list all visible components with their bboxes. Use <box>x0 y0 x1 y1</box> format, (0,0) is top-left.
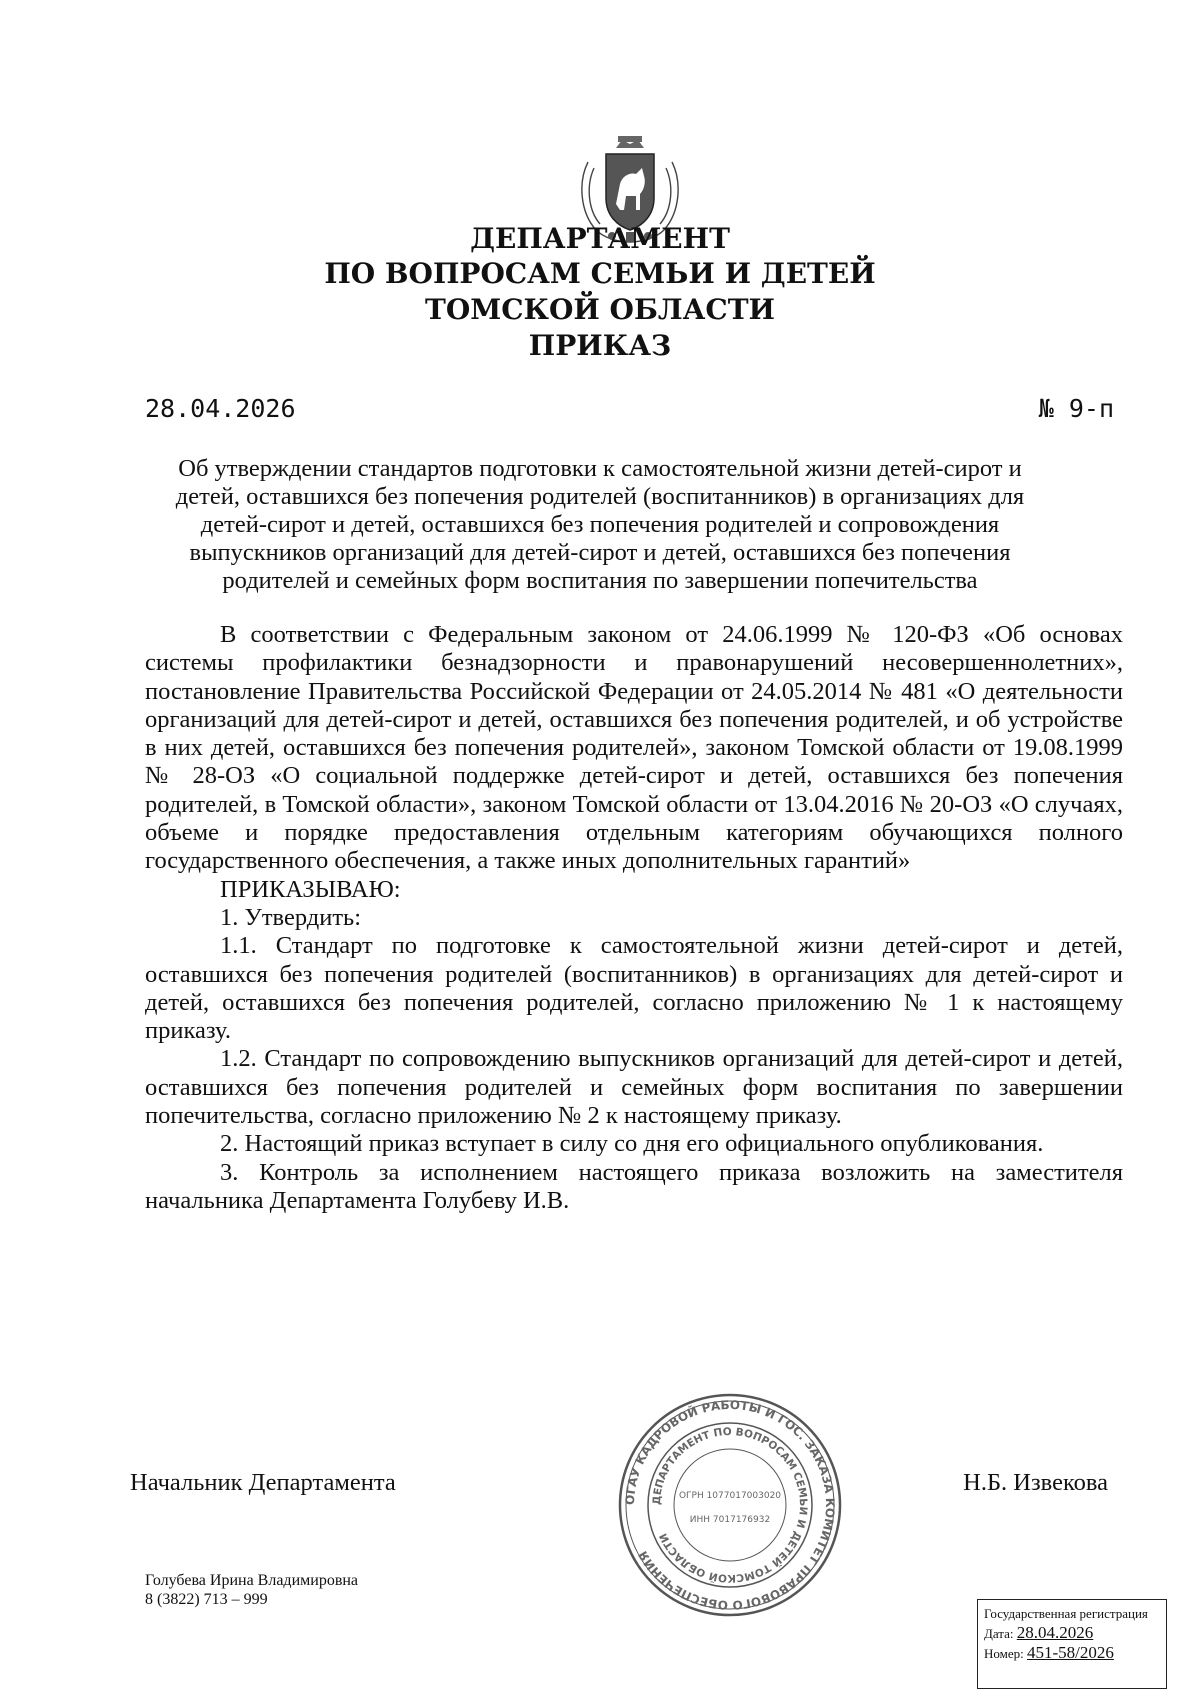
title-line: Об утверждении стандартов подготовки к самостоятельной жизни детей-сирот и <box>178 455 1022 482</box>
order-title <box>140 455 1060 595</box>
department-name-line2: ПО ВОПРОСАМ СЕМЬИ И ДЕТЕЙ <box>324 257 876 290</box>
item-2: 2. Настоящий приказ вступает в силу со дня его официального опубликования. <box>220 1130 1044 1158</box>
order-word: ПРИКАЗЫВАЮ: <box>220 875 401 903</box>
registration-number-label: Номер: <box>984 1646 1024 1661</box>
signatory-position: Начальник Департамента <box>130 1469 396 1496</box>
order-body <box>145 621 1123 1215</box>
item-1-2: 1.2. Стандарт по сопровождению выпускников организаций для детей-сирот и детей, оставшихся без попечения родителей и семейных форм воспитания по завершении попечительства, согласно приложению № 2 к настоящему приказу. <box>145 1045 1123 1130</box>
registration-date: 28.04.2026 <box>1016 1623 1094 1642</box>
order-date: 28.04.2026 <box>145 394 296 423</box>
item-1-1: 1.1. Стандарт по подготовке к самостоятельной жизни детей-сирот и детей, оставшихся без попечения родителей (воспитанников) в организациях для детей-сирот и детей, оставшихся без попечения родителей, согласно приложению № 1 к настоящему приказу. <box>145 932 1123 1045</box>
official-seal-icon <box>615 1390 845 1620</box>
registration-date-label: Дата: <box>984 1626 1014 1641</box>
department-name-line3: ТОМСКОЙ ОБЛАСТИ <box>424 293 776 326</box>
title-line: детей, оставшихся без попечения родителей (воспитанников) в организациях для <box>175 483 1025 510</box>
registration-box <box>977 1599 1167 1689</box>
seal-inn: ИНН 7017176932 <box>689 1515 771 1525</box>
order-number: № 9-п <box>1038 394 1114 423</box>
item-1: 1. Утвердить: <box>220 903 362 931</box>
seal-inner-text: ДЕПАРТАМЕНТ ПО ВОПРОСАМ СЕМЬИ И ДЕТЕЙ ТОМСКОЙ ОБЛАСТИ <box>650 1425 810 1585</box>
contact-block <box>145 1571 358 1609</box>
registration-number: 451-58/2026 <box>1027 1643 1114 1662</box>
title-line: родителей и семейных форм воспитания по завершении попечительства <box>222 567 978 594</box>
svg-text:ДЕПАРТАМЕНТ ПО ВОПРОСАМ СЕМЬИ <box>651 1426 809 1584</box>
title-line: выпускников организаций для детей-сирот и детей, оставшихся без попечения <box>189 539 1011 566</box>
department-name-line1: ДЕПАРТАМЕНТ <box>470 222 730 255</box>
title-line: детей-сирот и детей, оставшихся без попечения родителей и сопровождения <box>200 511 1000 538</box>
registration-heading: Государственная регистрация <box>984 1606 1148 1621</box>
seal-ogrn: ОГРН 1077017003020 <box>678 1491 782 1501</box>
preamble-paragraph: В соответствии с Федеральным законом от 24.06.1999 № 120-ФЗ «Об основах системы профилактики безнадзорности и правонарушений несовершеннолетних», постановление Правительства Российской Федерации от 24.05.2014 № 481 «О деятельности организаций для детей-сирот и детей, оставшихся без попечения родителей, и об устройстве в них детей, оставшихся без попечения родителей», законом Томской области от 19.08.1999 № 28-ОЗ «О социальной поддержке детей-сирот и детей, оставшихся без попечения родителей, в Томской области», законом Томской области от 13.04.2016 № 20-ОЗ «О случаях, объеме и порядке предоставления отдельным категориям обучающихся полного государственного обеспечения, а также иных дополнительных гарантий» <box>145 621 1123 875</box>
seal-outer-text: ОГАУ КАДРОВОЙ РАБОТЫ И ГОС. ЗАКАЗА КОМИТЕТ ПРАВОВОГО ОБЕСПЕЧЕНИЯ <box>622 1397 838 1613</box>
contact-phone: 8 (3822) 713 – 999 <box>145 1591 268 1608</box>
signatory-name: Н.Б. Извекова <box>963 1469 1108 1496</box>
item-3: 3. Контроль за исполнением настоящего приказа возложить на заместителя начальника Департамента Голубеву И.В. <box>145 1158 1123 1214</box>
contact-name: Голубева Ирина Владимировна <box>145 1572 359 1589</box>
document-type: ПРИКАЗ <box>528 329 672 362</box>
